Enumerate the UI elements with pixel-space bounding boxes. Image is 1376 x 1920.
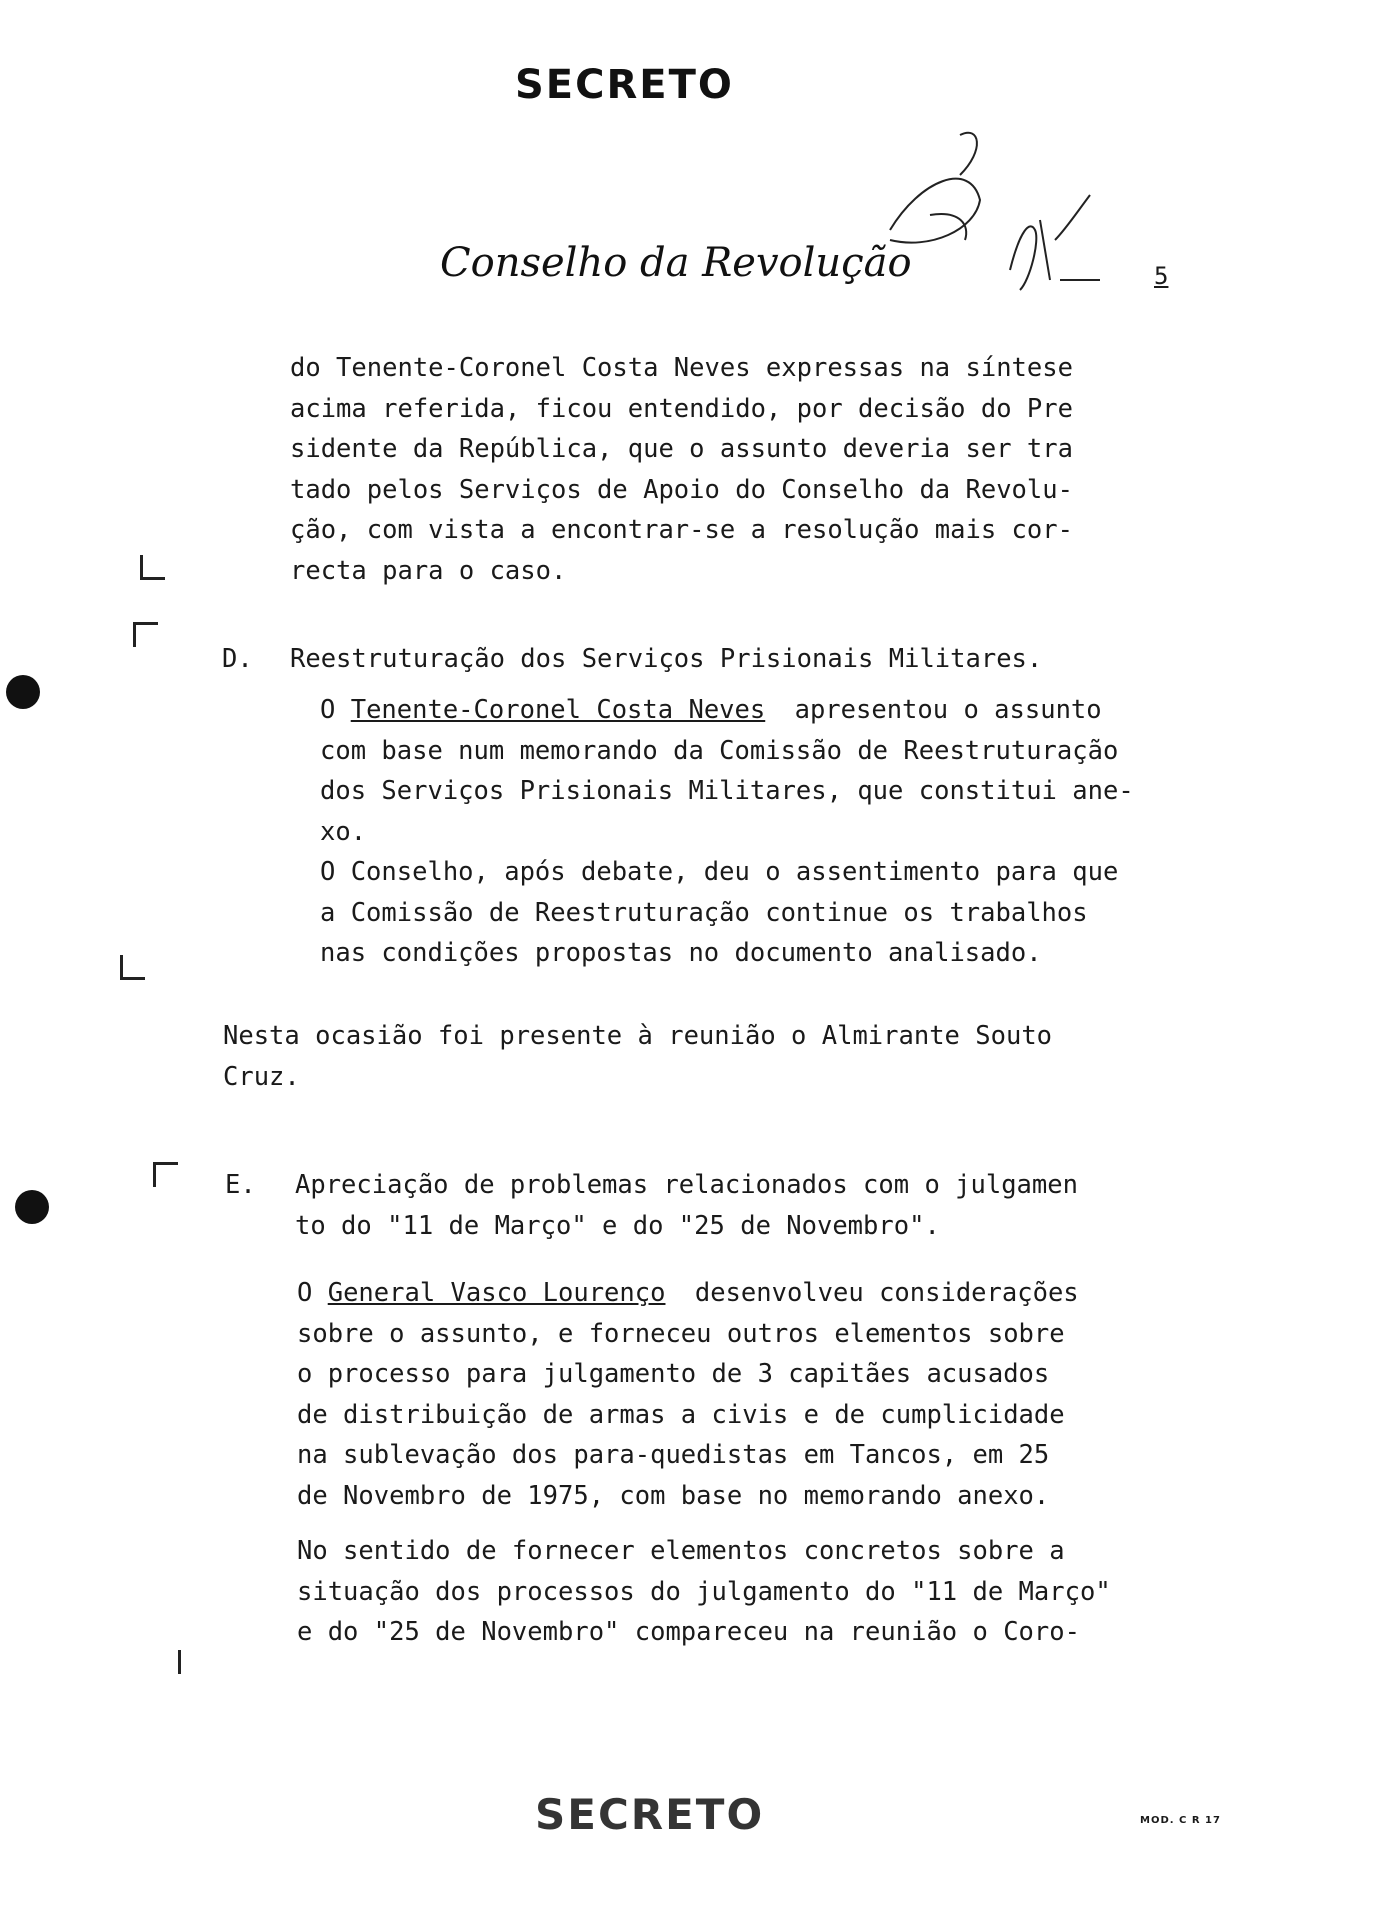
text-line: nas condições propostas no documento analisado. (320, 938, 1042, 968)
text-line: xo. (320, 816, 367, 847)
section-title-line: Apreciação de problemas relacionados com o julgamen (295, 1170, 1078, 1200)
text-rest: desenvolveu considerações (694, 1278, 1079, 1308)
classification-stamp-bottom: SECRETO (535, 1790, 765, 1839)
text-line: o processo para julgamento de 3 capitães acusados (297, 1359, 1050, 1389)
section-e-label: E. (225, 1170, 256, 1200)
form-code: MOD. C R 17 (1140, 1815, 1221, 1826)
margin-bracket-bottom (120, 955, 145, 980)
person-name: General Vasco Lourenço (327, 1278, 666, 1308)
margin-bracket-top (133, 622, 158, 647)
punch-hole (15, 1190, 49, 1224)
margin-tick (178, 1650, 181, 1674)
section-e-paragraph-1 (297, 1273, 1079, 1516)
punch-hole (6, 675, 40, 709)
text-line: acima referida, ficou entendido, por decisão do Pre (290, 393, 1073, 424)
person-name: Tenente-Coronel Costa Neves (350, 695, 766, 725)
interlude-paragraph (223, 1016, 1052, 1097)
section-title-line: to do "11 de Março" e do "25 de Novembro". (295, 1210, 940, 1241)
text-line: sobre o assunto, e forneceu outros elementos sobre (297, 1318, 1065, 1349)
text-lead: O (297, 1278, 313, 1308)
text-line: do Tenente-Coronel Costa Neves expressas na síntese (290, 353, 1073, 383)
text-line: No sentido de fornecer elementos concretos sobre a (297, 1536, 1065, 1566)
letterhead: Conselho da Revolução (440, 240, 912, 286)
text-line: Cruz. (223, 1061, 300, 1092)
text-line (297, 1273, 1079, 1314)
text-line: e do "25 de Novembro" compareceu na reunião o Coro- (297, 1617, 1080, 1647)
text-line: a Comissão de Reestruturação continue os trabalhos (320, 897, 1088, 928)
section-d-title (290, 639, 1042, 680)
text-line: ção, com vista a encontrar-se a resolução mais cor- (290, 515, 1073, 545)
text-line: dos Serviços Prisionais Militares, que constitui ane- (320, 776, 1134, 806)
text-line: tado pelos Serviços de Apoio do Conselho da Revolu- (290, 474, 1073, 505)
text-line: Nesta ocasião foi presente à reunião o Almirante Souto (223, 1021, 1053, 1051)
margin-bracket-bottom (140, 555, 165, 580)
classification-stamp-top: SECRETO (515, 62, 734, 108)
intro-paragraph (290, 348, 1073, 591)
text-line (320, 690, 1134, 731)
section-title: Reestruturação dos Serviços Prisionais Militares. (290, 644, 1043, 674)
page-number: 5 (1154, 262, 1169, 290)
text-line: O Conselho, após debate, deu o assentimento para que (320, 857, 1119, 887)
text-lead: O (320, 695, 336, 725)
text-line: sidente da República, que o assunto deveria ser tra (290, 434, 1073, 464)
text-line: situação dos processos do julgamento do "11 de Março" (297, 1576, 1111, 1607)
section-d-label: D. (222, 644, 253, 674)
text-line: de Novembro de 1975, com base no memorando anexo. (297, 1480, 1050, 1511)
section-e-paragraph-2 (297, 1531, 1111, 1653)
text-line: na sublevação dos para-quedistas em Tancos, em 25 (297, 1440, 1050, 1470)
text-line: de distribuição de armas a civis e de cumplicidade (297, 1399, 1065, 1430)
text-line: com base num memorando da Comissão de Reestruturação (320, 735, 1119, 766)
handwritten-initials (860, 120, 1120, 320)
section-d-paragraph-1 (320, 690, 1134, 974)
section-e-title (295, 1165, 1078, 1246)
text-rest: apresentou o assunto (794, 695, 1102, 725)
margin-bracket-top (153, 1162, 178, 1187)
text-line: recta para o caso. (290, 555, 567, 586)
